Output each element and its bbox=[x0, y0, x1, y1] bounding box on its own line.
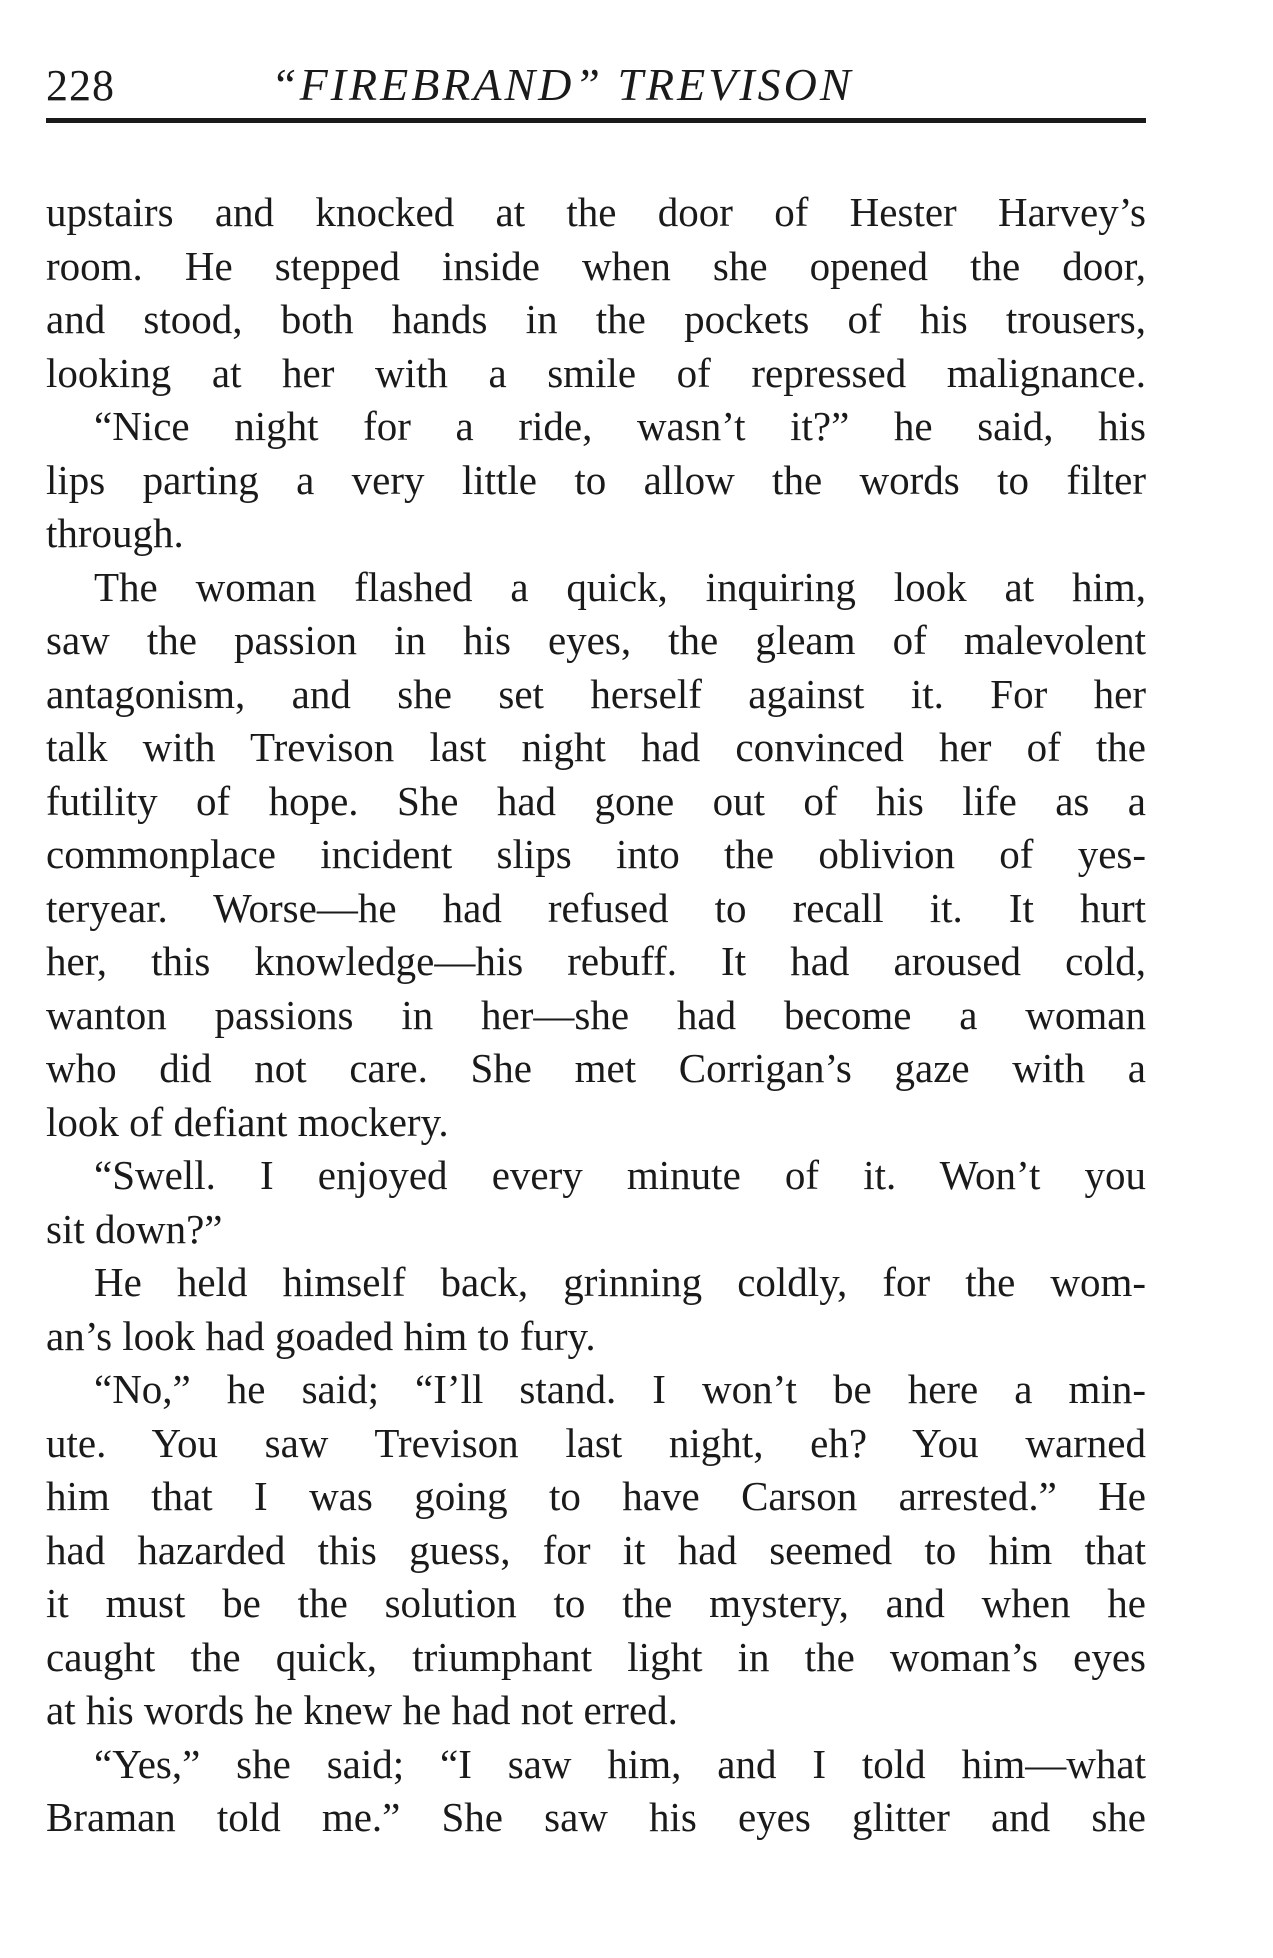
text-line: upstairs and knocked at the door of Hester Harvey’s bbox=[46, 189, 1146, 235]
text-line: room. He stepped inside when she opened the door, bbox=[46, 242, 1146, 289]
text-line: “Nice night for a ride, wasn’t it?” he said, his bbox=[94, 403, 1146, 449]
text-line: through. bbox=[46, 510, 184, 556]
text-line: caught the quick, triumphant light in the woman’s eyes bbox=[46, 1633, 1146, 1680]
text-line: look of defiant mockery. bbox=[46, 1098, 449, 1145]
running-title: “FIREBRAND” TREVISON bbox=[271, 59, 854, 110]
page-number: 228 bbox=[46, 61, 115, 110]
text-line: had hazarded this guess, for it had seemed to him that bbox=[46, 1526, 1146, 1573]
text-line: looking at her with a smile of repressed malignance. bbox=[46, 349, 1146, 396]
text-line: saw the passion in his eyes, the gleam of malevolent bbox=[46, 617, 1146, 663]
text-line: and stood, both hands in the pockets of his trousers, bbox=[46, 296, 1146, 342]
text-line: her, this knowledge—his rebuff. It had aroused cold, bbox=[46, 938, 1146, 984]
text-line: at his words he knew he had not erred. bbox=[46, 1687, 678, 1733]
text-line: antagonism, and she set herself against it. For her bbox=[46, 670, 1146, 717]
text-line: futility of hope. She had gone out of his life as a bbox=[46, 777, 1146, 824]
text-line: The woman flashed a quick, inquiring look at him, bbox=[94, 563, 1146, 610]
text-line: commonplace incident slips into the oblivion of yes- bbox=[46, 831, 1146, 877]
text-line: “Yes,” she said; “I saw him, and I told him—what bbox=[94, 1740, 1146, 1787]
text-line: teryear. Worse—he had refused to recall it. It hurt bbox=[46, 884, 1146, 931]
text-line: lips parting a very little to allow the words to filter bbox=[46, 456, 1146, 503]
text-line: He held himself back, grinning coldly, for the wom- bbox=[94, 1259, 1146, 1305]
text-line: Braman told me.” She saw his eyes glitter and she bbox=[46, 1794, 1146, 1840]
text-line: an’s look had goaded him to fury. bbox=[46, 1312, 596, 1359]
text-line: him that I was going to have Carson arrested.” He bbox=[46, 1473, 1146, 1519]
text-line: sit down?” bbox=[46, 1205, 223, 1252]
text-line: ute. You saw Trevison last night, eh? You warned bbox=[46, 1419, 1146, 1466]
page-header bbox=[46, 52, 1146, 112]
text-line: who did not care. She met Corrigan’s gaze with a bbox=[46, 1045, 1146, 1091]
text-line: “No,” he said; “I’ll stand. I won’t be here a min- bbox=[94, 1366, 1146, 1412]
text-line: it must be the solution to the mystery, and when he bbox=[46, 1580, 1146, 1626]
text-line: talk with Trevison last night had convinced her of the bbox=[46, 724, 1146, 770]
body-text bbox=[46, 186, 1146, 1845]
text-line: “Swell. I enjoyed every minute of it. Won’t you bbox=[94, 1152, 1146, 1198]
text-line: wanton passions in her—she had become a woman bbox=[46, 991, 1146, 1038]
header-rule bbox=[46, 118, 1146, 123]
